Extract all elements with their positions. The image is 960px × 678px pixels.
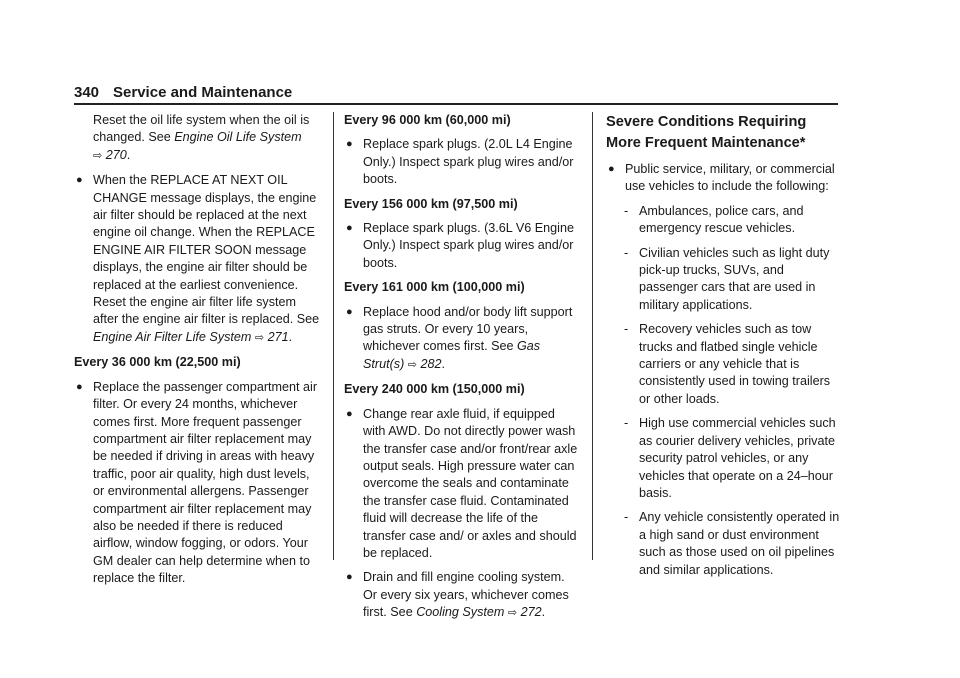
page-header — [74, 84, 292, 101]
bullet-icon: ● — [346, 222, 353, 235]
list-item: ● When the REPLACE AT NEXT OIL CHANGE message displays, the engine air filter should be replaced at the next engine oil change. When the REPLACE ENGINE AIR FILTER SOON message displays, the engine air filter should be replaced at the earliest convenience. Reset the engine air filter life system after the engine air filter is replaced. See Engine Air Filter Life System ⇨ 271. — [76, 173, 320, 344]
column-3 — [606, 112, 840, 586]
sub-list-item: - Recovery vehicles such as tow trucks and flatbed single vehicle carriers or any vehicle that is consistently used in towing trailers or other loads. — [624, 322, 831, 406]
page-ref-icon: ⇨ — [93, 149, 103, 162]
bullet-icon: ● — [346, 571, 353, 584]
dash-icon: - — [624, 416, 629, 431]
list-item: ● Change rear axle fluid, if equipped with AWD. Do not directly power wash the transfer case and/or front/rear axle output seals. High pressure water can overcome the seals and contaminate the transfer case fluid. Contaminated fluid will decrease the life of the transfer case and/ or axles and should be replaced. — [346, 406, 578, 560]
page-ref-icon: ⇨ — [507, 607, 518, 620]
page-ref[interactable]: 272 — [520, 605, 542, 620]
section-title: Service and Maintenance — [113, 84, 293, 101]
dash-icon: - — [624, 510, 629, 525]
section-heading: Severe Conditions Requiring More Frequent Maintenance* — [606, 114, 807, 151]
interval-heading: Every 240 000 km (150,000 mi) — [344, 382, 525, 397]
cross-reference-link[interactable]: Engine Oil Life System — [174, 130, 302, 145]
list-item: ● Replace the passenger compartment air filter. Or every 24 months, whichever comes first. More frequent passenger compartment air filter replacement may be needed if driving in areas with heavy traffic, poor air quality, high dust levels, or environmental allergens. Passenger compartment air filter replacement may also be needed if there is reduced airflow, window fogging, or odors. Your GM dealer can help determine when to replace the filter. — [76, 379, 318, 586]
dash-icon: - — [624, 322, 629, 337]
cross-reference-link[interactable]: Cooling System — [416, 605, 505, 620]
bullet-icon: ● — [76, 174, 83, 187]
bullet-icon: ● — [346, 305, 353, 318]
paragraph: Reset the oil life system when the oil is changed. See Engine Oil Life System ⇨ 270. — [93, 113, 310, 162]
dash-icon: - — [624, 203, 629, 218]
column-divider — [592, 112, 593, 560]
list-item: ● Replace hood and/or body lift support gas struts. Or every 10 years, whichever comes first. See Gas Strut(s) ⇨ 282. — [346, 304, 573, 371]
page-ref-icon: ⇨ — [407, 358, 417, 371]
column-divider — [333, 112, 334, 560]
page-number: 340 — [74, 84, 100, 101]
cross-reference-link[interactable]: Gas Strut(s) — [363, 339, 541, 371]
list-item: ● Drain and fill engine cooling system. Or every six years, whichever comes first. See Cooling System ⇨ 272. — [346, 570, 569, 620]
interval-heading: Every 36 000 km (22,500 mi) — [74, 355, 241, 370]
cross-reference-link[interactable]: Engine Air Filter Life System — [93, 329, 252, 344]
sub-list-item: - Civilian vehicles such as light duty pick-up trucks, SUVs, and passenger cars that are used in military applications. — [624, 245, 830, 312]
bullet-icon: ● — [608, 163, 615, 175]
interval-heading: Every 156 000 km (97,500 mi) — [344, 196, 518, 211]
list-item: ● Public service, military, or commercial use vehicles to include the following: — [608, 162, 835, 194]
sub-list-item: - High use commercial vehicles such as courier delivery vehicles, private security patrol vehicles, or any vehicles that operate on a 24–hour basis. — [624, 416, 836, 500]
bullet-icon: ● — [346, 407, 353, 420]
interval-heading: Every 96 000 km (60,000 mi) — [344, 113, 511, 127]
column-1 — [74, 112, 324, 595]
sub-list-item: - Ambulances, police cars, and emergency rescue vehicles. — [624, 203, 804, 236]
dash-icon: - — [624, 245, 629, 260]
bullet-icon: ● — [346, 138, 353, 151]
page-ref[interactable]: 282 — [420, 356, 442, 371]
page-ref[interactable]: 271 — [267, 329, 289, 344]
interval-heading: Every 161 000 km (100,000 mi) — [344, 280, 525, 295]
page-ref[interactable]: 270 — [105, 147, 127, 162]
sub-list-item: - Any vehicle consistently operated in a high sand or dust environment such as those used on oil pipelines and similar applications. — [624, 510, 840, 577]
column-2 — [344, 112, 580, 630]
bullet-icon: ● — [76, 380, 83, 393]
page-ref-icon: ⇨ — [254, 331, 265, 344]
list-item: ● Replace spark plugs. (3.6L V6 Engine Only.) Inspect spark plug wires and/or boots. — [346, 221, 574, 270]
list-item: ● Replace spark plugs. (2.0L L4 Engine Only.) Inspect spark plug wires and/or boots. — [346, 137, 574, 187]
header-rule — [74, 103, 838, 105]
